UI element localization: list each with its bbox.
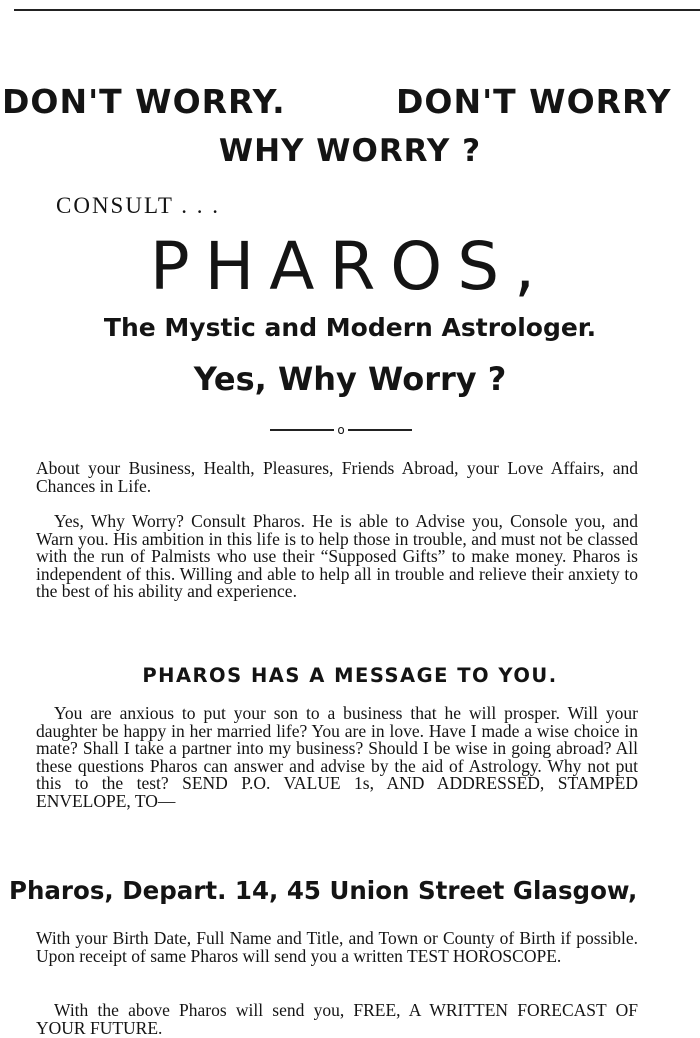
yes-why-worry: Yes, Why Worry ? xyxy=(193,360,507,398)
consult-label: CONSULT . . . xyxy=(56,193,221,218)
postal-address: Pharos, Depart. 14, 45 Union Street Glasgow, xyxy=(9,876,638,905)
top-rule xyxy=(14,9,700,11)
message-heading: PHAROS HAS A MESSAGE TO YOU. xyxy=(142,664,558,687)
birth-details-paragraph: With your Birth Date, Full Name and Title, and Town or County of Birth if possible. Upon receipt of same Pharos will send you a written TEST HOROSCOPE. xyxy=(36,928,638,966)
headline-dont-worry-left: DON'T WORRY. xyxy=(2,82,286,121)
divider-line-right xyxy=(348,429,412,431)
message-paragraph: You are anxious to put your son to a business that he will prosper. Will your daughter be happy in her married life? You are in love. Have I made a wise choice in mate? Shall I take a partner into my business? Should I be wise in going abroad? All these questions Pharos can answer and advise by the aid of Astrology. Why not put this to the test? SEND P.O. VALUE 1s, AND ADDRESSED, STAMPED ENVELOPE, TO— xyxy=(36,703,638,811)
free-forecast-paragraph: With the above Pharos will send you, FREE, A WRITTEN FORECAST OF YOUR FUTURE. xyxy=(36,1000,638,1038)
ornamental-divider xyxy=(270,420,412,440)
headline-row xyxy=(0,82,700,130)
divider-circle: o xyxy=(337,423,345,437)
intro-paragraph: About your Business, Health, Pleasures, Friends Abroad, your Love Affairs, and Chances in Life. xyxy=(36,458,638,496)
pharos-title: PHAROS, xyxy=(149,228,551,305)
divider-line-left xyxy=(270,429,334,431)
headline-dont-worry-right: DON'T WORRY xyxy=(396,82,672,121)
astrologer-subtitle: The Mystic and Modern Astrologer. xyxy=(103,313,597,342)
consult-paragraph: Yes, Why Worry? Consult Pharos. He is able to Advise you, Console you, and Warn you. His ambition in this life is to help those in trouble, and must not be classed with the run of Palmists who use their “Supposed Gifts” to make money. Pharos is independent of this. Willing and able to help all in trouble and relieve their anxiety to the best of his ability and experience. xyxy=(36,511,638,601)
headline-why-worry: WHY WORRY ? xyxy=(218,133,482,169)
